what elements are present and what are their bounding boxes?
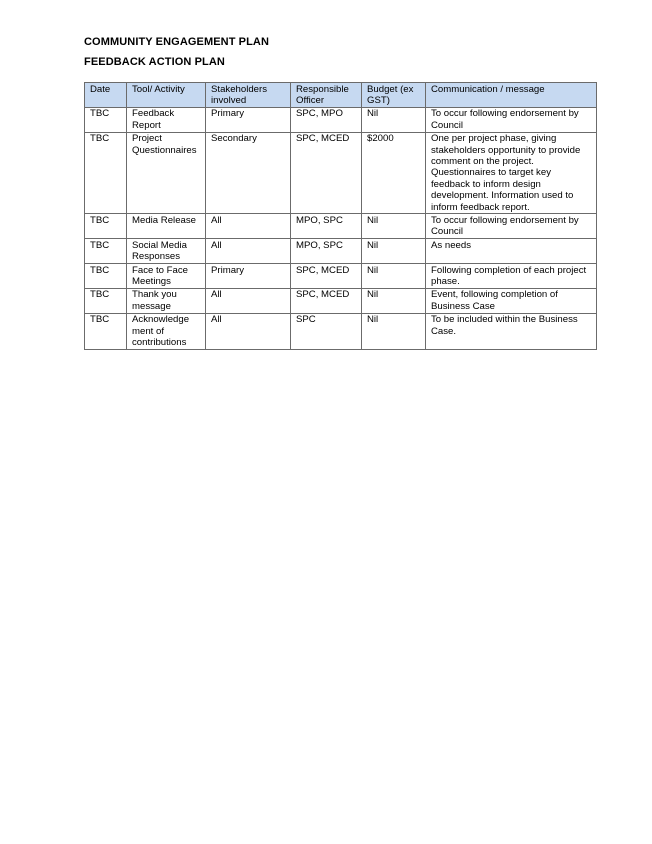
table-row xyxy=(85,288,597,313)
cell-stakeholders: All xyxy=(206,214,291,239)
section-title: FEEDBACK ACTION PLAN xyxy=(84,56,225,68)
table-row xyxy=(85,264,597,289)
cell-budget: Nil xyxy=(362,214,426,239)
table-row xyxy=(85,132,597,214)
cell-communication: One per project phase, giving stakeholders opportunity to provide comment on the project. Questionnaires to target key feedback to inform design development. Information used to inform feedback report. xyxy=(426,132,597,214)
cell-stakeholders: All xyxy=(206,313,291,349)
cell-tool-activity: Thank you message xyxy=(127,288,206,313)
table-row xyxy=(85,107,597,132)
cell-communication: Following completion of each project phase. xyxy=(426,264,597,289)
table-header-row xyxy=(85,83,597,108)
cell-responsible-officer: SPC, MCED xyxy=(291,288,362,313)
cell-responsible-officer: MPO, SPC xyxy=(291,214,362,239)
header-tool-activity: Tool/ Activity xyxy=(127,83,206,108)
cell-communication: To occur following endorsement by Council xyxy=(426,214,597,239)
cell-responsible-officer: SPC xyxy=(291,313,362,349)
header-budget: Budget (ex GST) xyxy=(362,83,426,108)
cell-date: TBC xyxy=(85,132,127,214)
cell-stakeholders: Secondary xyxy=(206,132,291,214)
header-stakeholders: Stakeholders involved xyxy=(206,83,291,108)
cell-responsible-officer: SPC, MCED xyxy=(291,264,362,289)
cell-budget: Nil xyxy=(362,288,426,313)
cell-communication: Event, following completion of Business Case xyxy=(426,288,597,313)
cell-date: TBC xyxy=(85,288,127,313)
cell-date: TBC xyxy=(85,214,127,239)
cell-tool-activity: Social Media Responses xyxy=(127,239,206,264)
header-date: Date xyxy=(85,83,127,108)
cell-date: TBC xyxy=(85,239,127,264)
cell-responsible-officer: SPC, MPO xyxy=(291,107,362,132)
cell-tool-activity: Feedback Report xyxy=(127,107,206,132)
cell-budget: Nil xyxy=(362,107,426,132)
cell-tool-activity: Acknowledge ment of contributions xyxy=(127,313,206,349)
cell-budget: Nil xyxy=(362,239,426,264)
header-communication: Communication / message xyxy=(426,83,597,108)
cell-responsible-officer: MPO, SPC xyxy=(291,239,362,264)
header-responsible-officer: Responsible Officer xyxy=(291,83,362,108)
table-row xyxy=(85,214,597,239)
cell-stakeholders: Primary xyxy=(206,264,291,289)
cell-communication: To be included within the Business Case. xyxy=(426,313,597,349)
cell-budget: Nil xyxy=(362,264,426,289)
cell-stakeholders: All xyxy=(206,288,291,313)
cell-responsible-officer: SPC, MCED xyxy=(291,132,362,214)
cell-tool-activity: Project Questionnaires xyxy=(127,132,206,214)
cell-date: TBC xyxy=(85,264,127,289)
cell-stakeholders: Primary xyxy=(206,107,291,132)
cell-stakeholders: All xyxy=(206,239,291,264)
cell-tool-activity: Media Release xyxy=(127,214,206,239)
table-row xyxy=(85,239,597,264)
feedback-action-table xyxy=(84,82,597,350)
cell-tool-activity: Face to Face Meetings xyxy=(127,264,206,289)
cell-date: TBC xyxy=(85,313,127,349)
cell-budget: Nil xyxy=(362,313,426,349)
cell-budget: $2000 xyxy=(362,132,426,214)
cell-date: TBC xyxy=(85,107,127,132)
cell-communication: As needs xyxy=(426,239,597,264)
table-row xyxy=(85,313,597,349)
cell-communication: To occur following endorsement by Council xyxy=(426,107,597,132)
document-title: COMMUNITY ENGAGEMENT PLAN xyxy=(84,36,270,48)
